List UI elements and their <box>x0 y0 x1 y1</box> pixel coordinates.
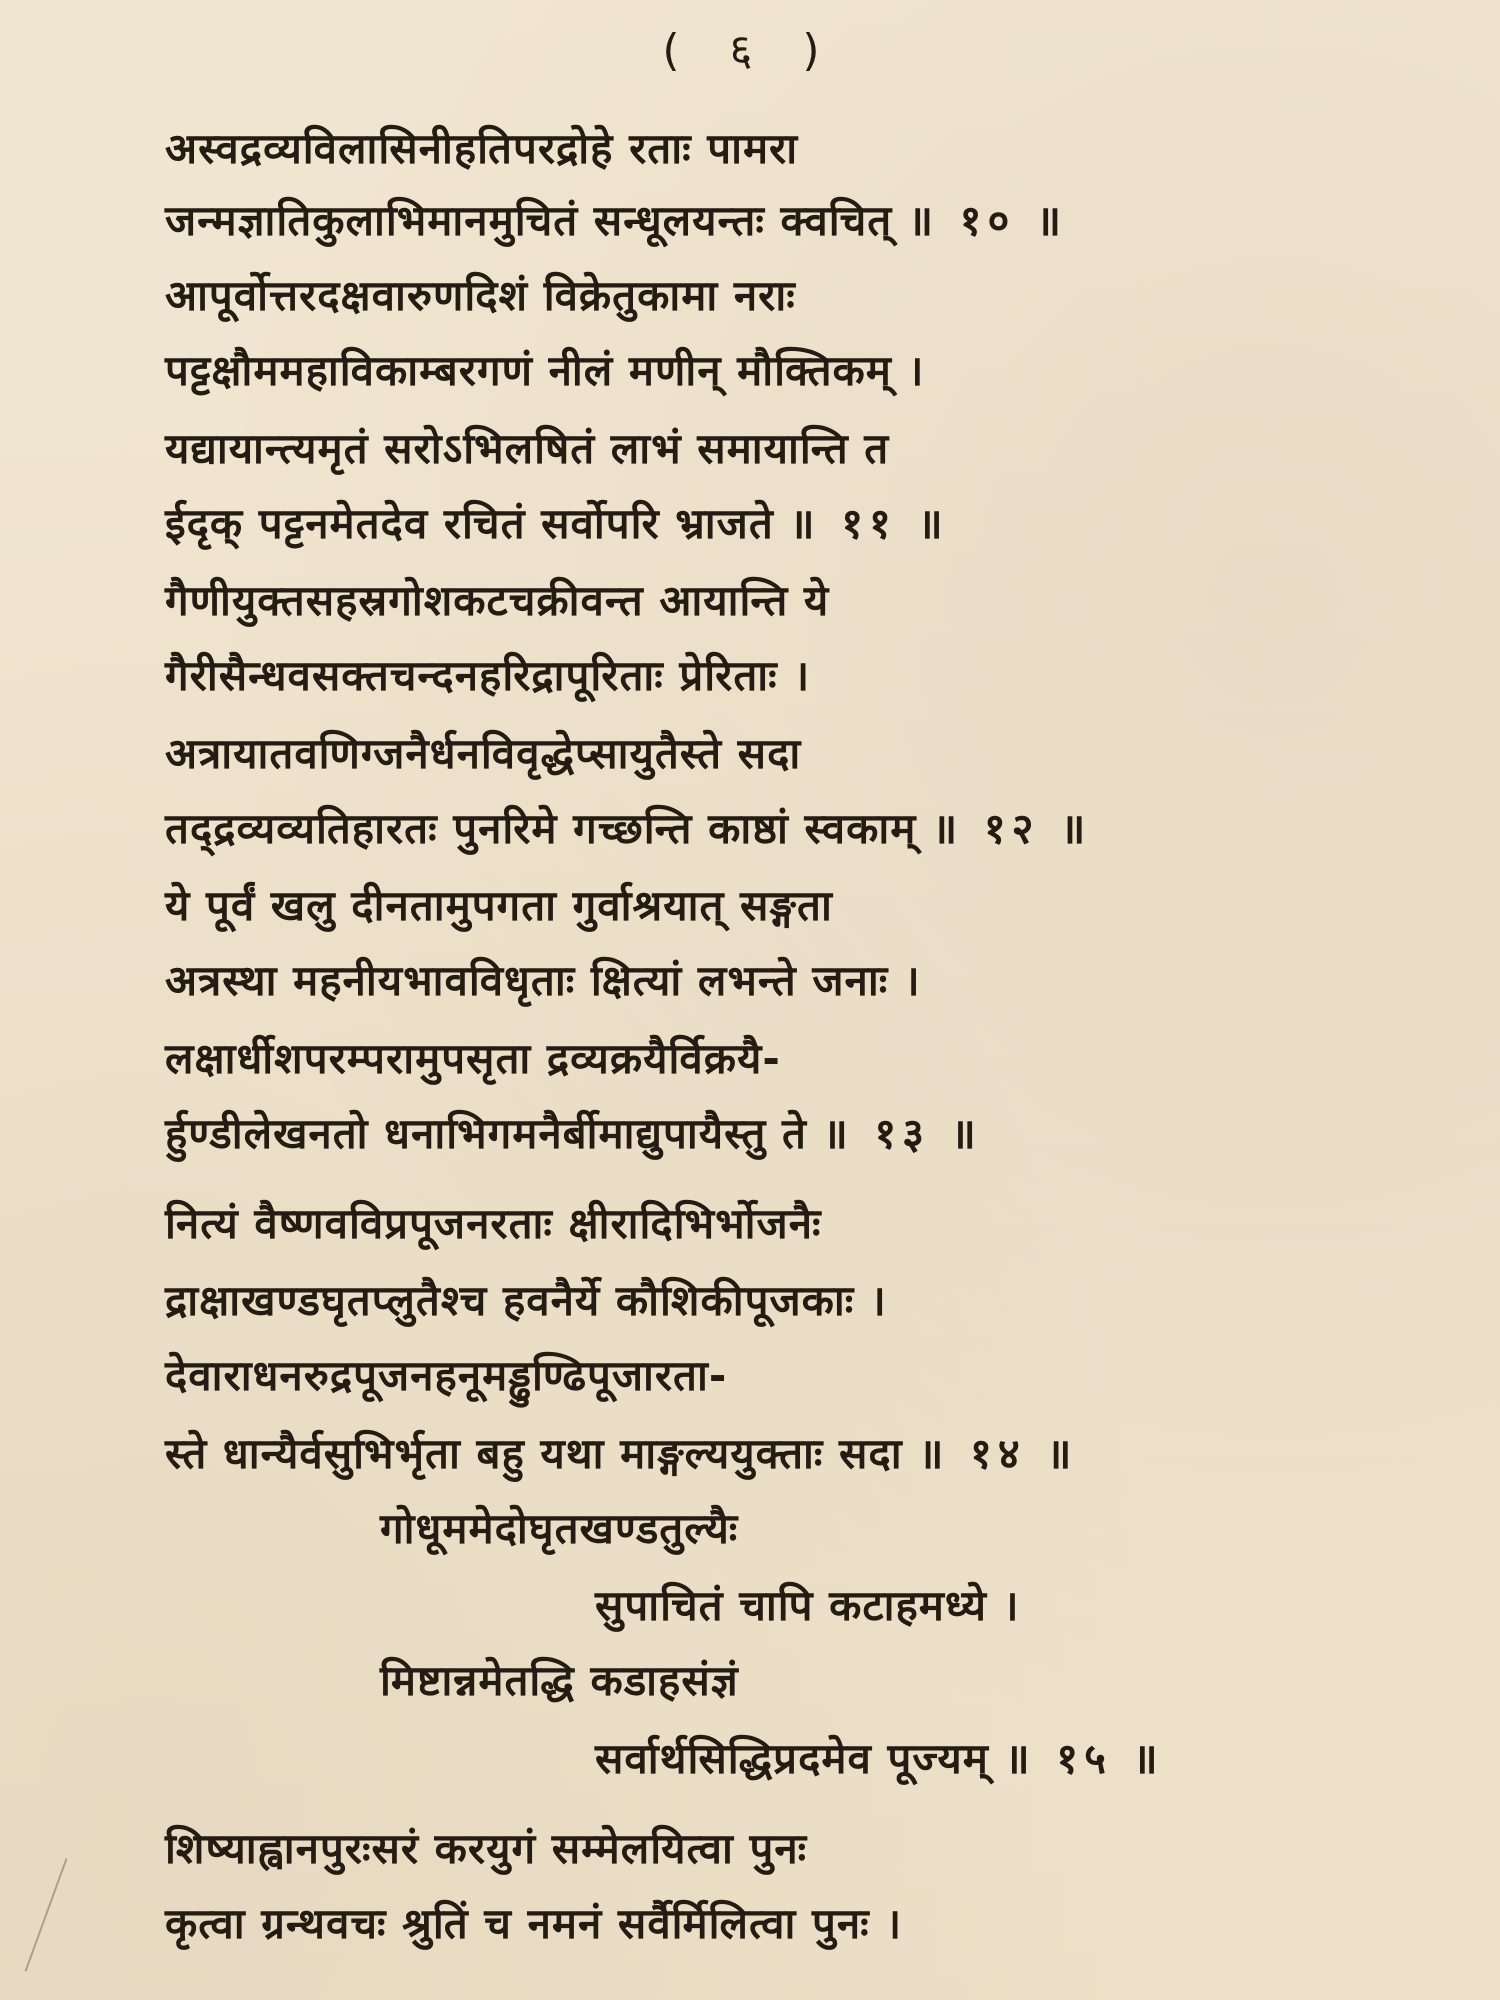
verse-text: द्राक्षाखण्डघृतप्लुतैश्च हवनैर्ये कौशिकीपूजकाः । <box>165 1276 887 1325</box>
verse-line <box>165 728 801 780</box>
verse-line <box>165 803 1091 855</box>
verse-line <box>165 880 833 932</box>
verse-number: ॥ ११ ॥ <box>789 499 949 548</box>
paper-crease <box>25 1858 68 1971</box>
verse-text: देवाराधनरुद्रपूजनहनूमड्ढुण्ढिपूजारता- <box>165 1351 728 1400</box>
verse-line <box>165 1898 902 1950</box>
verse-line <box>165 195 1067 247</box>
verse-line <box>165 1350 727 1402</box>
verse-text: गैरीसैन्धवसक्तचन्दनहरिद्रापूरिताः प्रेरिताः । <box>165 651 811 700</box>
verse-line <box>165 575 829 627</box>
verse-text: अत्रायातवणिग्जनैर्धनविवृद्धेप्सायुतैस्ते सदा <box>165 729 802 778</box>
verse-number: ॥ १० ॥ <box>907 196 1068 245</box>
verse-number: ॥ १३ ॥ <box>822 1109 982 1158</box>
verse-text: गोधूममेदोघृतखण्डतुल्यैः <box>380 1504 739 1553</box>
verse-text: सुपाचितं चापि कटाहमध्ये । <box>595 1581 1020 1630</box>
verse-text: पट्टक्षौममहाविकाम्बरगणं नीलं मणीन् मौक्तिकम् । <box>165 346 925 395</box>
verse-text: जन्मज्ञातिकुलाभिमानमुचितं सन्धूलयन्तः क्वचित् <box>165 196 893 245</box>
verse-text: अत्रस्था महनीयभावविधृताः क्षित्यां लभन्ते जनाः । <box>165 956 921 1005</box>
verse-text: मिष्टान्नमेतद्धि कडाहसंज्ञं <box>380 1656 739 1705</box>
verse-text: स्ते धान्यैर्वसुभिर्भृता बहु यथा माङ्गल्ययुक्ताः सदा <box>165 1429 903 1478</box>
verse-number: ॥ १२ ॥ <box>932 804 1092 853</box>
verse-text: नित्यं वैष्णवविप्रपूजनरताः क्षीरादिभिर्भोजनैः <box>165 1199 822 1248</box>
verse-line <box>165 650 810 702</box>
verse-line <box>165 270 796 322</box>
verse-line <box>165 1275 887 1327</box>
verse-number: ॥ १४ ॥ <box>918 1429 1078 1478</box>
verse-line <box>165 1033 781 1085</box>
verse-line <box>380 1503 738 1555</box>
verse-line <box>165 955 921 1007</box>
verse-number: ॥ १५ ॥ <box>1004 1734 1164 1783</box>
verse-line <box>165 123 798 175</box>
verse-text: आपूर्वोत्तरदक्षवारुणदिशं विक्रेतुकामा नराः <box>165 271 796 320</box>
verse-text: तद्द्रव्यव्यतिहारतः पुनरिमे गच्छन्ति काष्ठां स्वकाम् <box>165 804 917 853</box>
verse-line <box>165 1198 822 1250</box>
verse-line <box>165 423 889 475</box>
verse-text: लक्षार्धीशपरम्परामुपसृता द्रव्यक्रयैर्विक्रयै- <box>165 1034 781 1083</box>
verse-line <box>165 1428 1077 1480</box>
verse-text: अस्वद्रव्यविलासिनीहतिपरद्रोहे रताः पामरा <box>165 124 799 173</box>
verse-text: शिष्याह्वानपुरःसरं करयुगं सम्मेलयित्वा पुनः <box>165 1824 808 1873</box>
verse-text: ये पूर्वं खलु दीनतामुपगता गुर्वाश्रयात् सङ्गता <box>165 881 833 930</box>
verse-text: र्हुण्डीलेखनतो धनाभिगमनैर्बीमाद्युपायैस्तु ते <box>165 1109 807 1158</box>
verse-line <box>595 1733 1164 1785</box>
verse-line <box>165 498 949 550</box>
verse-text: कृत्वा ग्रन्थवचः श्रुतिं च नमनं सर्वैर्मिलित्वा पुनः । <box>165 1899 903 1948</box>
verse-text: गैणीयुक्तसहस्रगोशकटचक्रीवन्त आयान्ति ये <box>165 576 830 625</box>
verse-line <box>595 1580 1020 1632</box>
verse-text: ईदृक् पट्टनमेतदेव रचितं सर्वोपरि भ्राजते <box>165 499 774 548</box>
verse-line <box>165 1823 807 1875</box>
verse-line <box>165 1108 982 1160</box>
verse-text: सर्वार्थसिद्धिप्रदमेव पूज्यम् <box>595 1734 989 1783</box>
verse-text: यद्यायान्त्यमृतं सरोऽभिलषितं लाभं समायान्ति त <box>165 424 890 473</box>
verse-line <box>165 345 924 397</box>
verse-line <box>380 1655 739 1707</box>
page-number: ( ६ ) <box>662 25 838 76</box>
